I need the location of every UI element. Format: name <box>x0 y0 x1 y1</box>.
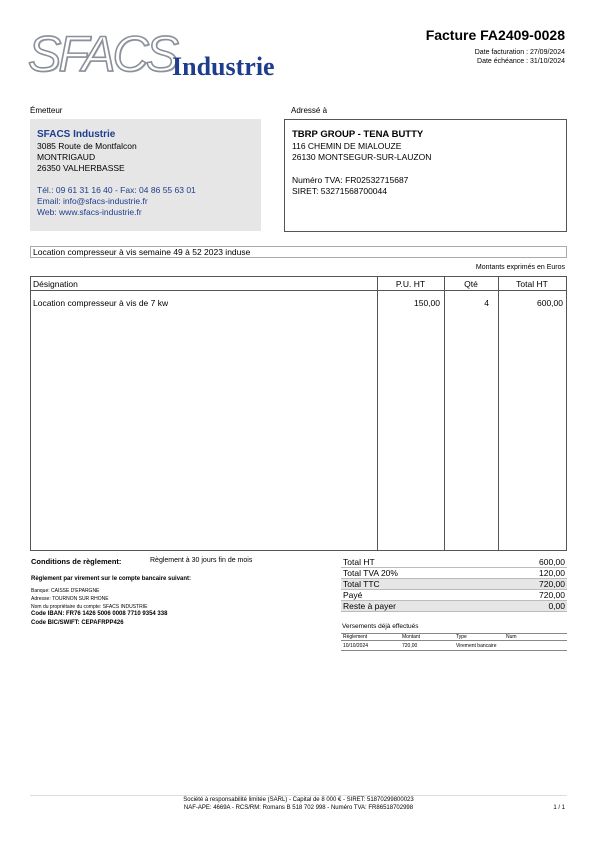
row-unit-price: 150,00 <box>414 298 440 308</box>
payments-row <box>341 642 567 651</box>
recipient-name: TBRP GROUP - TENA BUTTY <box>292 129 424 140</box>
bank-address: Adresse: TOURNON SUR RHONE <box>31 596 109 602</box>
payment-type: Virement bancaire <box>456 643 497 649</box>
invoice-title: Facture FA2409-0028 <box>425 27 565 43</box>
total-ttc-row <box>341 579 567 590</box>
page-number: 1 / 1 <box>553 805 565 811</box>
conditions-value: Règlement à 30 jours fin de mois <box>150 557 253 564</box>
header-quantity: Qté <box>464 279 478 289</box>
issuer-phone: Tél.: 09 61 31 16 40 - Fax: 04 86 55 63 01 <box>37 185 196 195</box>
conditions-label: Conditions de règlement: <box>31 557 122 566</box>
iban: Code IBAN: FR76 1426 5006 0008 7710 9354 338 <box>31 611 168 617</box>
footer-line-2: NAF-APE: 4669A - RCS/RM: Romans B 518 702 998 - Numéro TVA: FR86518702998 <box>183 805 414 811</box>
payments-header-cell: Num <box>506 634 517 640</box>
total-vat-row <box>341 568 567 579</box>
due-date: Date échéance : 31/10/2024 <box>477 58 565 65</box>
paid-row <box>341 590 567 601</box>
total-label: Payé <box>343 590 363 600</box>
total-value: 120,00 <box>539 568 565 578</box>
bank-name: Banque: CAISSE D'EPARGNE <box>31 588 100 594</box>
recipient-address-2: 26130 MONTSEGUR-SUR-LAUZON <box>292 152 432 162</box>
issuer-email[interactable]: Email: info@sfacs-industrie.fr <box>37 196 148 206</box>
payments-header-cell: Montant <box>402 634 421 640</box>
account-owner: Nom du propriétaire du compte: SFACS INDUSTRIE <box>31 604 148 610</box>
payment-date: 10/10/2024 <box>343 643 369 649</box>
total-label: Total HT <box>343 557 375 567</box>
payments-header-cell: Règlement <box>343 634 368 640</box>
table-column-rule <box>498 277 499 550</box>
total-label: Total TTC <box>343 579 380 589</box>
payments-header-cell: Type <box>456 634 467 640</box>
issuer-address-2: MONTRIGAUD <box>37 152 96 162</box>
issuer-box <box>30 119 261 231</box>
table-column-rule <box>377 277 378 550</box>
currency-note: Montants exprimés en Euros <box>475 264 565 271</box>
row-total: 600,00 <box>537 298 563 308</box>
total-value: 720,00 <box>539 579 565 589</box>
issuer-address-3: 26350 VALHERBASSE <box>37 163 125 173</box>
footer-line-1: Société à responsabilité limitée (SARL) - Capital de 8 000 € - SIRET: 51870299800023 <box>183 797 414 803</box>
company-logo-suffix: Industrie <box>172 52 275 81</box>
company-logo: SFACS <box>28 26 176 82</box>
issuer-web[interactable]: Web: www.sfacs-industrie.fr <box>37 207 142 217</box>
invoice-subject: Location compresseur à vis semaine 49 à 52 2023 induse <box>30 246 567 258</box>
issuer-name: SFACS Industrie <box>37 129 116 140</box>
issuer-label: Émetteur <box>30 106 63 115</box>
recipient-vat: Numéro TVA: FR02532715687 <box>292 175 409 185</box>
recipient-label: Adressé à <box>291 106 328 115</box>
issuer-address-1: 3085 Route de Montfalcon <box>37 141 137 151</box>
payments-title: Versements déjà effectués <box>342 623 419 630</box>
table-header-rule <box>31 290 566 291</box>
total-value: 0,00 <box>548 601 565 611</box>
payment-amount: 720,00 <box>402 643 418 649</box>
total-label: Reste à payer <box>343 601 396 611</box>
recipient-box <box>284 119 567 232</box>
remaining-row <box>341 601 567 612</box>
total-value: 720,00 <box>539 590 565 600</box>
footer-rule <box>30 795 567 796</box>
table-column-rule <box>444 277 445 550</box>
header-unit-price: P.U. HT <box>395 279 426 289</box>
payments-header <box>341 633 567 641</box>
total-value: 600,00 <box>539 557 565 567</box>
lines-table <box>30 276 567 551</box>
recipient-siret: SIRET: 53271568700044 <box>292 186 387 196</box>
total-label: Total TVA 20% <box>343 568 398 578</box>
header-total: Total HT <box>516 279 548 289</box>
invoice-date: Date facturation : 27/09/2024 <box>474 49 565 56</box>
transfer-label: Règlement par virement sur le compte bancaire suivant: <box>31 576 192 582</box>
recipient-address-1: 116 CHEMIN DE MIALOUZE <box>292 141 402 151</box>
bic: Code BIC/SWIFT: CEPAFRPP426 <box>31 620 124 626</box>
row-quantity: 4 <box>484 298 489 308</box>
header-designation: Désignation <box>33 279 78 289</box>
row-designation: Location compresseur à vis de 7 kw <box>33 298 169 308</box>
total-ht-row <box>341 557 567 568</box>
